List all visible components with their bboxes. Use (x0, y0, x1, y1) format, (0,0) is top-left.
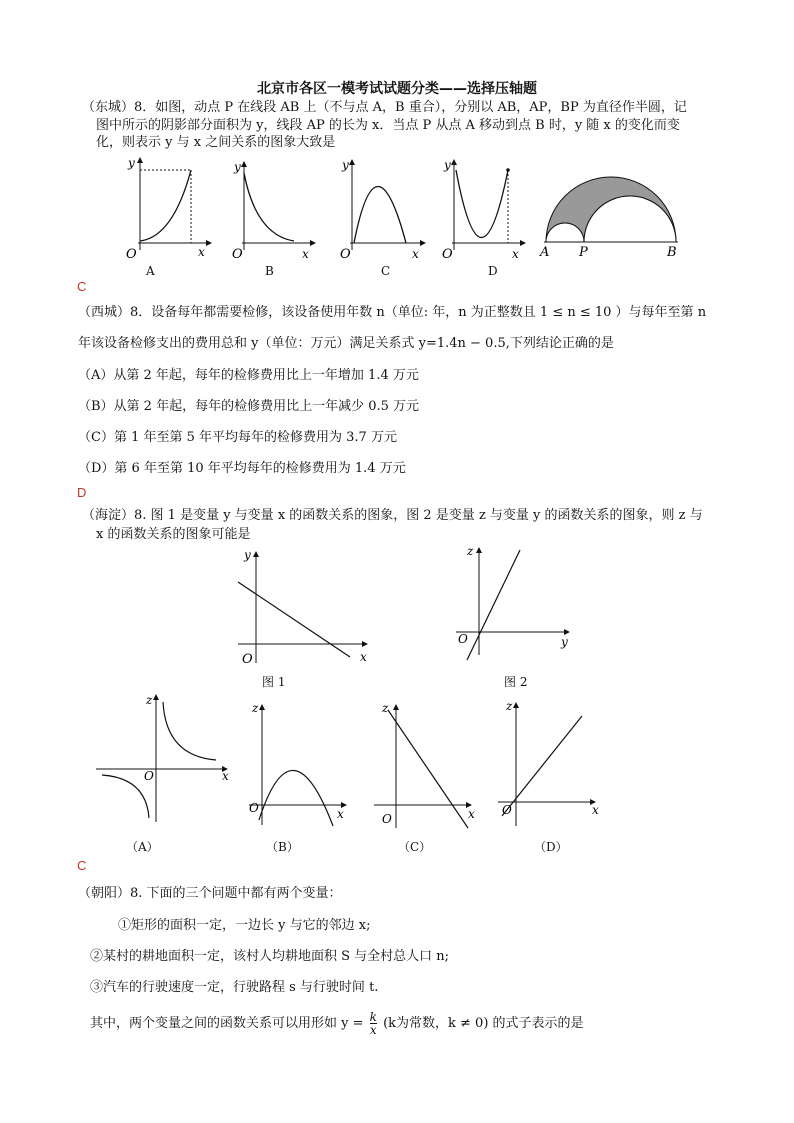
svg-text:x: x (337, 807, 344, 821)
point-b: B (667, 245, 677, 260)
frac-numerator: k (369, 1010, 377, 1024)
q1-graph-b (226, 155, 326, 265)
q1-line1: （东城）8．如图，动点 P 在线段 AB 上（不与点 A，B 重合），分别以 AB，AP，BP 为直径作半圆，记 (82, 100, 687, 115)
svg-text:O: O (249, 801, 259, 815)
svg-text:O: O (144, 769, 154, 783)
svg-text:x: x (512, 247, 519, 261)
q4-question-suffix: (k为常数，k ≠ 0) 的式子表示的是 (383, 1016, 584, 1031)
svg-text:x: x (412, 247, 419, 261)
q2-option-c: （C）第 1 年至第 5 年平均每年的检修费用为 3.7 万元 (78, 430, 397, 445)
q2-option-d: （D）第 6 年至第 10 年平均每年的检修费用为 1.4 万元 (78, 461, 406, 476)
q3-graph-b (245, 700, 355, 830)
fig1-caption: 图 1 (262, 675, 286, 689)
q3-line2: x 的函数关系的图象可能是 (96, 527, 251, 542)
q1-graph-a (118, 155, 218, 265)
svg-text:y: y (234, 160, 241, 174)
frac-denominator: x (369, 1023, 377, 1037)
svg-text:O: O (382, 812, 392, 826)
fig2-caption: 图 2 (504, 675, 528, 689)
svg-text:x: x (222, 769, 229, 783)
q4-item-3: ③汽车的行驶速度一定，行驶路程 s 与行驶时间 t. (90, 980, 379, 995)
svg-text:x: x (198, 245, 205, 259)
svg-text:O: O (340, 247, 351, 262)
svg-text:O: O (458, 632, 468, 646)
q3-graph-c (370, 698, 480, 833)
q1a-origin: O (126, 247, 137, 262)
q4-question (90, 1010, 584, 1038)
q3-option-c-label: （C） (398, 840, 432, 854)
q1-semicircle-figure (536, 170, 686, 260)
q3-line1: （海淀）8. 图 1 是变量 y 与变量 x 的函数关系的图象，图 2 是变量 z 与变量 y 的函数关系的图象，则 z 与 (82, 508, 703, 523)
svg-text:z: z (506, 699, 513, 713)
q1-option-d-label: D (488, 264, 498, 278)
point-a: A (540, 245, 550, 260)
q1-graph-c (336, 155, 436, 265)
svg-text:y: y (561, 635, 568, 649)
svg-text:x: x (302, 247, 309, 261)
q3-option-d-label: （D） (534, 840, 568, 854)
q2-option-b: （B）从第 2 年起，每年的检修费用比上一年减少 0.5 万元 (78, 399, 420, 414)
svg-text:y: y (444, 158, 451, 172)
svg-text:z: z (467, 545, 474, 558)
svg-text:x: x (592, 803, 599, 817)
svg-text:y: y (342, 158, 349, 172)
svg-text:O: O (442, 247, 453, 262)
q3-option-b-label: （B） (266, 840, 299, 854)
q4-item-1: ①矩形的面积一定，一边长 y 与它的邻边 x; (118, 918, 371, 933)
q3-graph-d (494, 698, 604, 833)
q4-intro: （朝阳）8. 下面的三个问题中都有两个变量： (78, 886, 342, 901)
q3-figure-1 (224, 545, 374, 670)
q3-graph-a (92, 690, 237, 825)
q4-question-prefix: 其中，两个变量之间的函数关系可以用形如 y = (90, 1016, 364, 1031)
svg-text:z: z (252, 701, 259, 715)
q2-line2: 年该设备检修支出的费用总和 y（单位：万元）满足关系式 y=1.4n − 0.5,下列结论正确的是 (78, 336, 614, 351)
q3-option-a-label: （A） (126, 840, 159, 854)
q2-option-a: （A）从第 2 年起，每年的检修费用比上一年增加 1.4 万元 (78, 368, 419, 383)
q2-answer: D (77, 485, 87, 500)
fraction-k-over-x (370, 1011, 377, 1036)
q1-option-b-label: B (265, 264, 274, 278)
svg-text:y: y (128, 156, 135, 170)
q4-item-2: ②某村的耕地面积一定，该村人均耕地面积 S 与全村总人口 n; (90, 949, 450, 964)
q1-option-a-label: A (146, 264, 155, 278)
svg-text:O: O (242, 652, 253, 667)
svg-text:x: x (360, 650, 367, 664)
svg-text:O: O (502, 803, 512, 817)
q1-line2: 图中所示的阴影部分面积为 y，线段 AP 的长为 x．当点 P 从点 A 移动到点 B 时，y 随 x 的变化而变 (96, 118, 680, 133)
svg-text:x: x (468, 807, 475, 821)
q1-answer: C (77, 279, 87, 294)
svg-text:z: z (382, 701, 389, 715)
q1-line3: 化，则表示 y 与 x 之间关系的图象大致是 (96, 135, 336, 150)
q1-graph-d (432, 155, 532, 265)
q3-answer: C (77, 858, 87, 873)
svg-text:y: y (244, 548, 251, 562)
q2-line1: （西城）8．设备每年都需要检修，该设备使用年数 n（单位: 年，n 为正整数且 1 ≤ n ≤ 10 ）与每年至第 n (78, 305, 707, 320)
svg-text:z: z (146, 693, 153, 707)
page-title: 北京市各区一模考试试题分类——选择压轴题 (257, 81, 537, 97)
svg-text:O: O (232, 247, 243, 262)
q1-option-c-label: C (381, 264, 391, 278)
q3-figure-2 (452, 545, 577, 670)
point-p: P (579, 245, 588, 260)
